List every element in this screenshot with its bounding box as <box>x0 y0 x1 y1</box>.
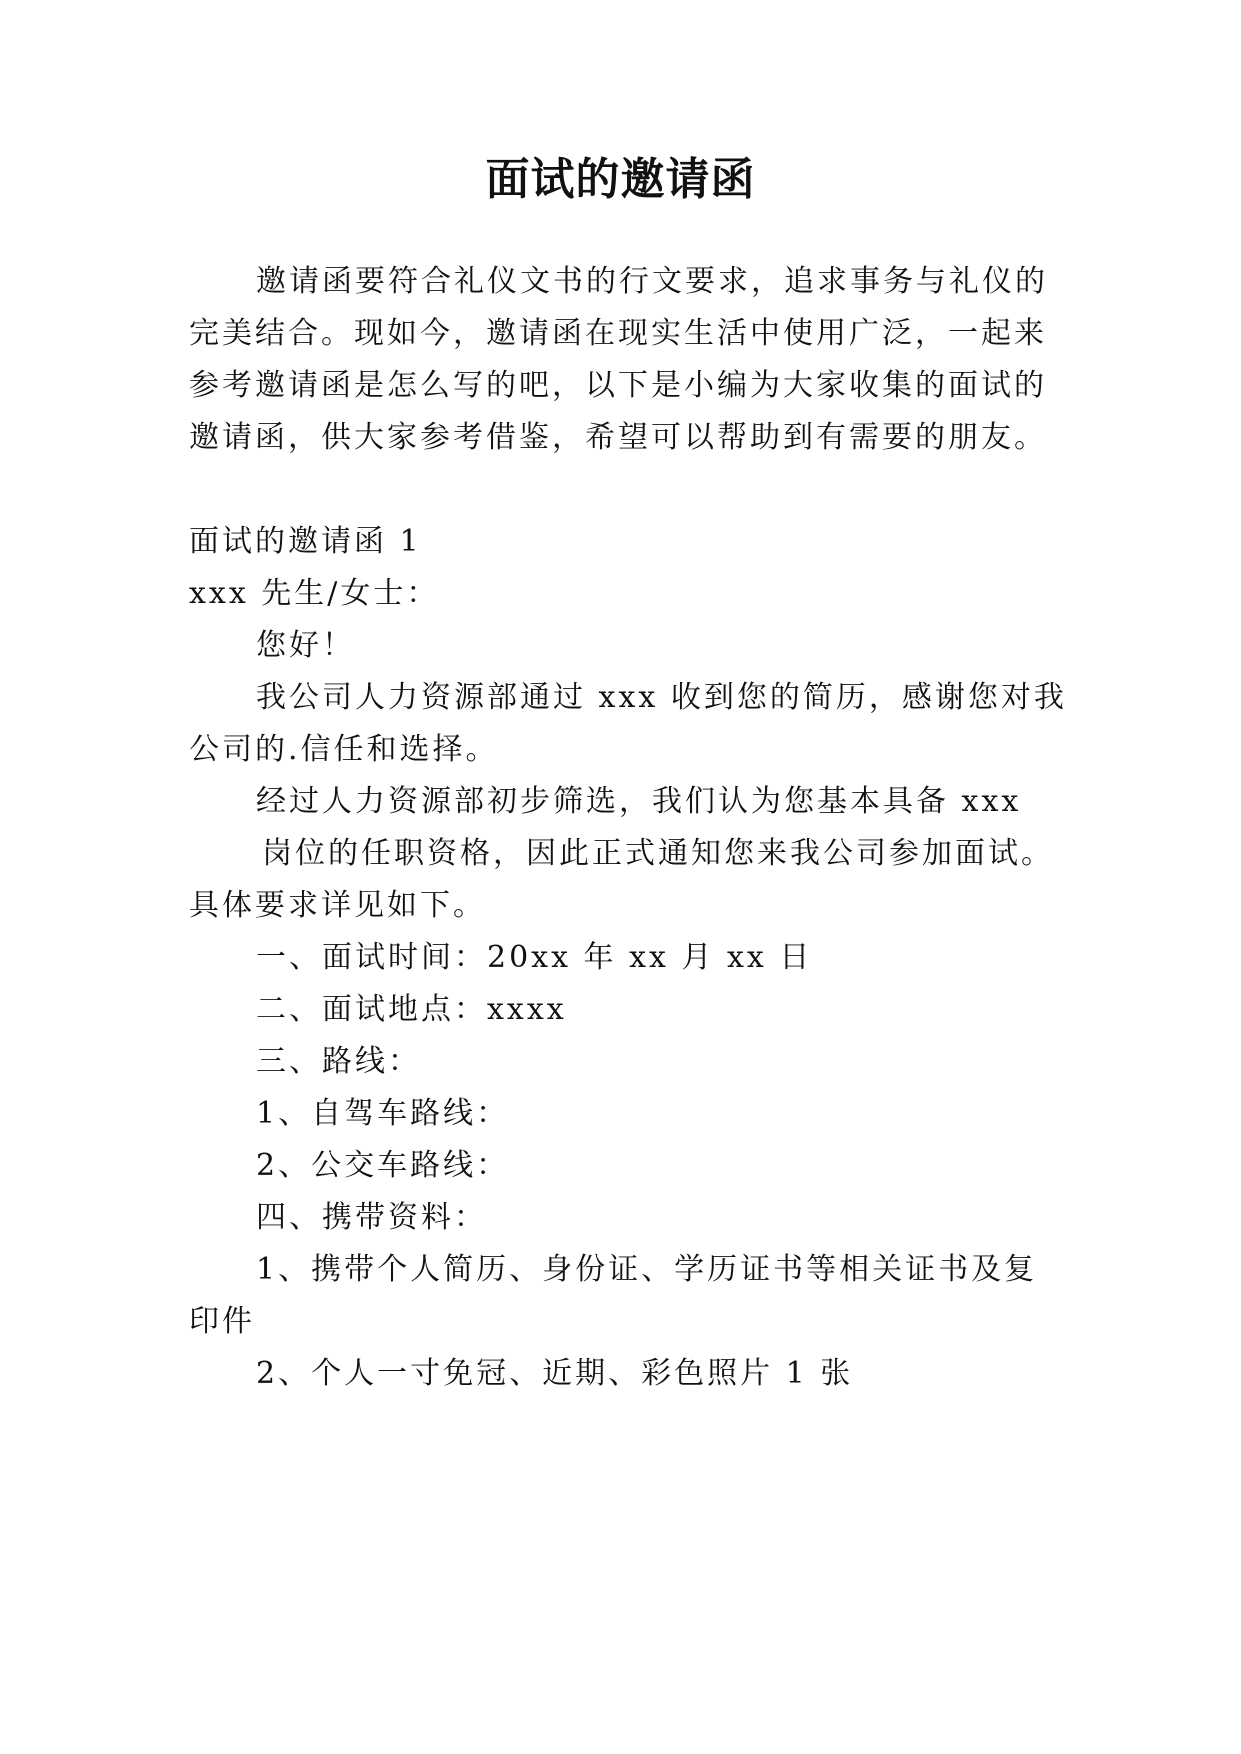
item-interview-time: 一、面试时间：20xx 年 xx 月 xx 日 <box>256 940 813 975</box>
greeting: 您好！ <box>256 628 355 663</box>
document-title: 面试的邀请函 <box>485 154 756 205</box>
intro-line-3: 参考邀请函是怎么写的吧，以下是小编为大家收集的面试的 <box>189 368 1047 403</box>
item-interview-location: 二、面试地点：xxxx <box>256 992 567 1027</box>
item-materials-1: 1、携带个人简历、身份证、学历证书等相关证书及复 <box>256 1252 1038 1287</box>
body-line-4: 岗位的任职资格，因此正式通知您来我公司参加面试。 <box>262 836 1054 871</box>
intro-line-1: 邀请函要符合礼仪文书的行文要求，追求事务与礼仪的 <box>256 264 1048 299</box>
item-route: 三、路线： <box>256 1044 421 1079</box>
section-heading: 面试的邀请函 1 <box>189 524 422 559</box>
body-line-2: 公司的.信任和选择。 <box>189 732 499 767</box>
body-line-5: 具体要求详见如下。 <box>189 888 486 923</box>
item-materials-2: 2、个人一寸免冠、近期、彩色照片 1 张 <box>256 1356 854 1391</box>
item-materials-1-cont: 印件 <box>189 1304 255 1339</box>
intro-line-4: 邀请函，供大家参考借鉴，希望可以帮助到有需要的朋友。 <box>189 420 1047 455</box>
body-line-1: 我公司人力资源部通过 xxx 收到您的简历，感谢您对我 <box>256 680 1067 715</box>
salutation: xxx 先生/女士： <box>189 576 440 611</box>
item-route-driving: 1、自驾车路线： <box>256 1096 510 1131</box>
item-materials: 四、携带资料： <box>256 1200 487 1235</box>
item-route-bus: 2、公交车路线： <box>256 1148 510 1183</box>
intro-line-2: 完美结合。现如今，邀请函在现实生活中使用广泛，一起来 <box>189 316 1047 351</box>
body-line-3: 经过人力资源部初步筛选，我们认为您基本具备 xxx <box>256 784 1022 819</box>
